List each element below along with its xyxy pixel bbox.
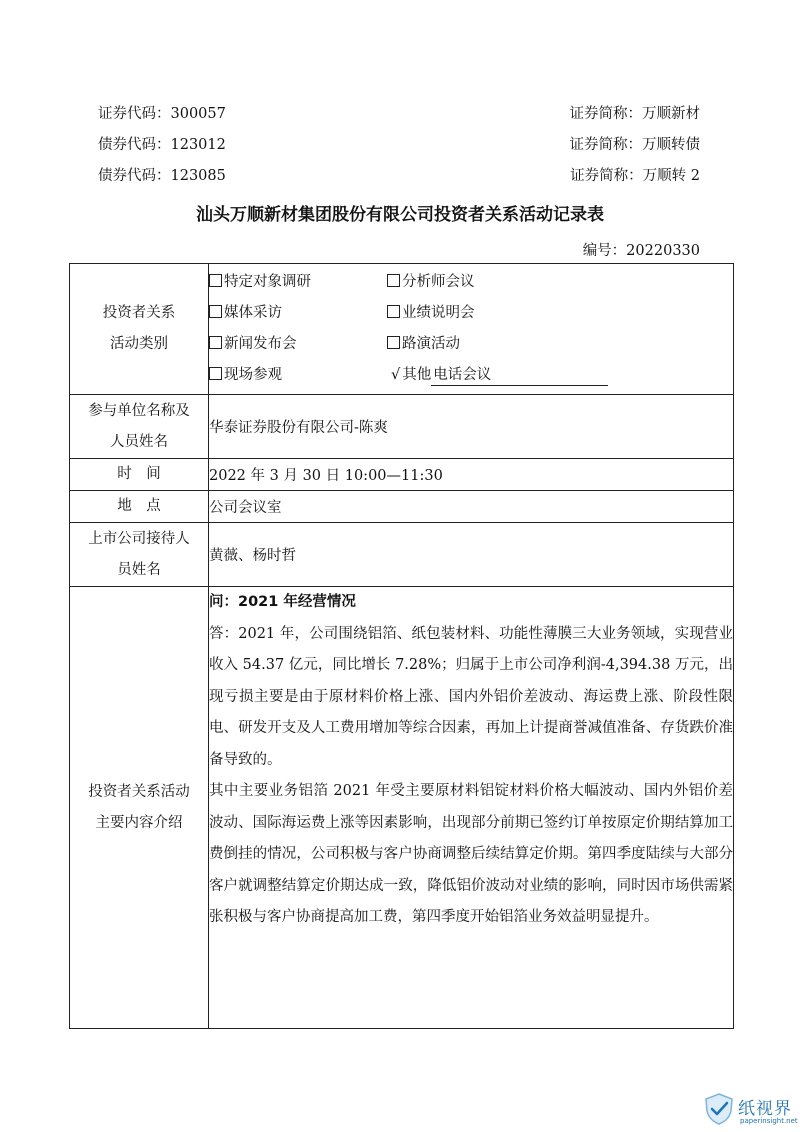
checkbox-icon (387, 336, 400, 349)
label-line: 参与单位名称及 (88, 402, 190, 419)
option-label: 路演活动 (402, 336, 460, 352)
label-line: 人员姓名 (110, 433, 168, 450)
option-results-briefing[interactable] (387, 298, 733, 329)
activity-type-label (70, 264, 209, 395)
label-line: 主要内容介绍 (95, 814, 183, 831)
record-table (69, 263, 734, 1029)
watermark-text: 纸视界 (738, 1099, 792, 1119)
option-press-conference[interactable] (209, 329, 387, 360)
activity-type-options (209, 264, 734, 395)
code-line-1 (98, 104, 700, 124)
stock-short-name: 证券简称：万顺新材 (569, 106, 700, 122)
checkmark-icon: √ (391, 367, 401, 383)
option-other[interactable] (387, 360, 733, 391)
code-line-2 (98, 135, 700, 155)
option-specific-research[interactable] (209, 267, 387, 298)
shield-icon (702, 1092, 736, 1126)
row-participants (70, 395, 734, 459)
code-line-3 (98, 166, 700, 186)
row-activity-type (70, 264, 734, 395)
label-line: 员姓名 (117, 561, 161, 578)
stock-code: 证券代码：300057 (98, 106, 226, 122)
bond-code-1: 债券代码：123012 (98, 137, 226, 153)
row-receptionists (70, 523, 734, 587)
bond-short-name-1: 证券简称：万顺转债 (569, 137, 700, 153)
location-value: 公司会议室 (209, 491, 734, 523)
document-title: 汕头万顺新材集团股份有限公司投资者关系活动记录表 (196, 205, 604, 225)
checkbox-icon (209, 367, 222, 380)
option-label: 业绩说明会 (402, 305, 475, 321)
content-body (209, 587, 734, 1029)
option-roadshow[interactable] (387, 329, 733, 360)
detail-paragraph: 其中主要业务铝箔 2021 年受主要原材料铝锭材料价格大幅波动、国内外铝价差波动、国际海运费上涨等因素影响，出现部分前期已签约订单按原定价期结算加工费倒挂的情况，公司积极与客户协商调整后续结算定价期。第四季度陆续与大部分客户就调整结算定价期达成一致，降低铝价波动对业绩的影响，同时因市场供需紧张积极与客户协商提高加工费，第四季度开始铝箔业务效益明显提升。 (209, 783, 733, 925)
checkbox-icon (209, 274, 222, 287)
option-label: 特定对象调研 (224, 274, 311, 290)
bond-short-name-2: 证券简称：万顺转 2 (570, 168, 700, 184)
receptionists-value: 黄薇、杨时哲 (209, 523, 734, 587)
receptionists-label (70, 523, 209, 587)
question-heading: 问：2021 年经营情况 (209, 594, 356, 610)
answer-paragraph: 答：2021 年，公司围绕铝箔、纸包装材料、功能性薄膜三大业务领域，实现营业收入 54.37 亿元，同比增长 7.28%；归属于上市公司净利润-4,394.38 万元，出现亏损主要是由于原材料价格上涨、国内外铝价差波动、海运费上涨、阶段性限电、研发开支及人工费用增加等综合因素，再加上计提商誉减值准备、存货跌价准备导致的。 (209, 625, 733, 768)
label-line: 上市公司接待人 (88, 530, 190, 547)
bond-code-2: 债券代码：123085 (98, 168, 226, 184)
row-location (70, 491, 734, 523)
watermark-subtext: paperinsight.net (740, 1117, 798, 1125)
location-label: 地 点 (70, 491, 209, 523)
option-site-visit[interactable] (209, 360, 387, 391)
serial-number: 编号：20220330 (582, 243, 700, 259)
checkbox-icon (209, 305, 222, 318)
content-label (70, 587, 209, 1029)
time-value: 2022 年 3 月 30 日 10:00—11:30 (209, 459, 734, 491)
checkbox-icon (387, 305, 400, 318)
option-label: 现场参观 (224, 367, 282, 383)
option-label: 其他 (402, 367, 432, 383)
option-label: 新闻发布会 (224, 336, 297, 352)
label-line: 活动类别 (110, 336, 168, 352)
row-content (70, 587, 734, 1029)
other-fill-in: 电话会议 (431, 365, 608, 386)
option-media-interview[interactable] (209, 298, 387, 329)
time-label: 时 间 (70, 459, 209, 491)
option-analyst-meeting[interactable] (387, 267, 733, 298)
row-time (70, 459, 734, 491)
label-line: 投资者关系活动 (88, 783, 190, 800)
option-label: 分析师会议 (402, 274, 475, 290)
watermark-logo (702, 1090, 797, 1128)
checkbox-icon (209, 336, 222, 349)
label-line: 投资者关系 (102, 305, 176, 321)
participants-label (70, 395, 209, 459)
participants-value: 华泰证券股份有限公司-陈爽 (209, 395, 734, 459)
checkbox-icon (387, 274, 400, 287)
option-label: 媒体采访 (224, 305, 282, 321)
